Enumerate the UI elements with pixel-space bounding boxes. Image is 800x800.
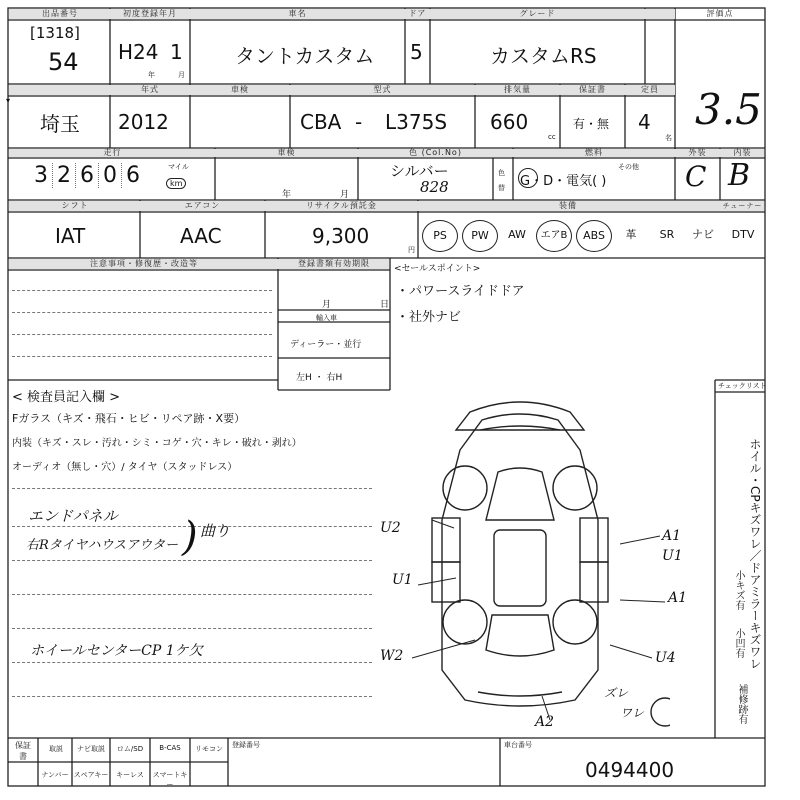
score: 3.5 [695,85,762,134]
grade-header: グレード [519,9,556,18]
inspection-date-header: 車検 [277,148,296,157]
car-outline [442,414,598,706]
reg-month-unit: 月 [178,71,185,79]
capacity-value: 4 [638,110,651,134]
spare-tire-circle [651,698,670,726]
equipment-leather: 革 [625,228,637,241]
exterior-header: 外装 [688,148,707,157]
checklist-title: チェックリスト [718,382,767,390]
door-right-front [580,518,608,562]
aircon-value: AAC [180,224,222,248]
model-dash: - [355,110,363,134]
color-header: 色 (Col.No) [409,148,462,157]
rear-bumper [478,692,562,696]
bottom-manual: 取説 [49,745,63,753]
inspector-line [12,560,372,561]
doors: 5 [410,40,423,64]
inspector-line-3: オーディオ（無し・穴）/ タイヤ（スタッドレス） [12,462,238,473]
mark-a1-lower: A1 [668,590,688,606]
sales-point-2: ・社外ナビ [396,310,462,325]
shift-header: シフト [61,201,89,210]
bottom-spare-key: スペアキー [73,771,109,779]
bottom-keyless: キーレス [116,771,144,779]
color-label: 色 [498,169,505,177]
mark-zure: ズレ [604,686,629,700]
mark-line [412,640,475,658]
bottom-side-label: 保証書 [15,741,31,761]
mileage-digit: 2 [53,163,76,188]
year-month-header: 初度登録年月 [123,9,177,18]
side-note-2: 小凹有 [733,628,744,658]
shift-value: IAT [55,224,86,248]
bottom-navi-manual: ナビ取説 [77,745,105,753]
mark-w2: W2 [380,648,404,664]
inspector-line [12,594,372,595]
model-year-header: 年式 [141,85,159,94]
reg-year-unit: 年 [148,71,155,79]
inspector-title: < 検査員記入欄 > [12,390,121,405]
mileage-digit: 6 [126,163,140,188]
equipment-sr: SR [659,228,675,241]
mileage-unit-mile: マイル [168,163,189,171]
color-change-label: 替 [498,184,505,192]
lot-number: 54 [48,48,79,76]
capacity-header: 定員 [641,85,659,94]
model-code: L375S [385,110,448,134]
lot-header: 出品番号 [42,9,78,18]
inspector-line-1: Fガラス（キズ・飛石・ヒビ・リペア跡・X要） [12,412,246,425]
equipment-ps: PS [422,220,458,252]
import-side: 左H ・ 右H [296,373,343,383]
notes-line [12,334,272,335]
reg-deadline-title: 登録書類有効期限 [298,259,370,268]
equipment-aw: AW [508,228,526,241]
rear-window [486,615,554,656]
mark-u1-right: U1 [662,548,683,564]
warranty-value: 有・無 [573,117,610,131]
recycle-header: リサイクル預託金 [306,201,377,210]
tire-rear-left [443,600,487,644]
engine-unit: cc [548,133,556,141]
equipment-navi: ナビ [692,228,714,241]
warranty-header: 保証書 [579,85,606,94]
mark-a1-right: A1 [662,528,682,544]
inspector-line [12,662,372,663]
mark-u2: U2 [380,520,401,536]
bottom-smart-key: スマートキー [152,771,188,789]
handwritten-note-4: ホイールセンターCP 1ケ欠 [30,643,203,659]
displacement-header: 排気量 [504,85,531,94]
mark-line [620,600,665,602]
checklist-vertical-note: ホイル・CPキズワレ／ドアミラーキズワレ [748,438,762,670]
location-marker-icon: ▾ [6,96,11,105]
import-type: ディーラー・並行 [290,340,362,350]
frame-number: 0494400 [585,758,675,782]
car-name: タントカスタム [235,44,375,68]
doors-header: ドア [408,9,427,18]
mark-line [610,645,652,658]
tuner-header: チューナー [722,202,763,210]
fuel-selected-mark [518,168,538,188]
fuel-value: G・D・電気( ) [520,174,607,189]
handwritten-note-1: エンドパネル [28,507,118,525]
fuel-other-label: その他 [618,163,639,171]
score-header: 評価点 [706,9,734,18]
mark-line [620,536,660,544]
exterior-grade: C [685,160,707,193]
engine-cc: 660 [490,110,529,134]
door-right-rear [580,562,608,602]
front-windshield [486,468,554,520]
bottom-number: ナンバー [41,771,69,779]
bottom-remote: リモコン [195,745,223,753]
tire-rear-right [553,600,597,644]
inspector-line [12,696,372,697]
notes-line [12,290,272,291]
color-name: シルバー [390,162,449,180]
equipment-dtv: DTV [731,228,755,241]
mark-ware: ワレ [620,706,645,720]
inspector-line-2: 内装（キズ・スレ・汚れ・シミ・コゲ・穴・キレ・破れ・剥れ） [12,438,302,449]
notes-header: 注意事項・修復歴・改造等 [90,259,198,268]
lot-code: [1318] [30,24,80,42]
capacity-unit: 名 [665,134,672,142]
interior-grade: B [728,158,751,193]
reg-deadline-day: 日 [380,300,390,310]
bottom-reg-no-label: 登録番号 [232,741,260,749]
bottom-bcas: B-CAS [159,744,181,752]
bottom-frame-label: 車台番号 [504,741,532,749]
handwritten-note-3: 曲り [200,522,231,540]
sales-points-header: <セールスポイント> [394,264,481,274]
recycle-amount: 9,300 [312,224,370,248]
mark-u4: U4 [655,650,676,666]
mileage-unit-km: km [166,178,186,189]
model-year: 2012 [118,110,169,134]
mark-u1-left: U1 [392,572,413,588]
inspection-header: 車検 [231,85,249,94]
bottom-rom-sd: ロム/SD [116,745,144,753]
mileage-digit: 0 [99,163,122,188]
grade: カスタムRS [490,44,597,68]
location: 埼玉 [40,112,80,136]
handwritten-note-2: 右Rタイヤハウスアウター [26,538,179,553]
bracket-mark: ) [182,514,198,560]
import-title: 輸入車 [316,314,337,322]
inspector-line [12,628,372,629]
notes-line [12,356,272,357]
reg-month: 1 [170,40,183,64]
sales-point-1: ・パワースライドドア [396,284,525,299]
notes-line [12,312,272,313]
aircon-header: エアコン [184,201,221,210]
fuel-header: 燃料 [585,148,603,157]
reg-era-year: H24 [118,40,159,64]
mark-line [432,520,454,528]
interior-header: 内装 [733,148,752,157]
mark-line [418,578,456,585]
equipment-header: 装備 [559,201,577,210]
model-prefix: CBA [300,110,342,134]
inspector-line [12,488,372,489]
mileage-digits [30,163,170,188]
equipment-pw: PW [462,220,498,252]
model-type-header: 型式 [373,85,392,94]
mileage-digit: 6 [76,163,99,188]
roof [494,530,546,606]
side-note-3: 補修跡有 [736,684,747,724]
inspection-month-unit: 月 [340,190,350,200]
mileage-digit: 3 [30,163,53,188]
equipment-abs: ABS [576,220,612,252]
recycle-unit: 円 [408,246,415,254]
reg-deadline-month: 月 [322,300,332,310]
side-note-1: 小キズ有 [733,570,744,610]
mark-a2: A2 [535,714,555,730]
car-name-header: 車名 [288,9,307,18]
inspection-year-unit: 年 [282,190,292,200]
mileage-header: 走行 [103,148,122,157]
equipment-airbag: エアB [536,220,572,252]
color-code: 828 [420,178,449,196]
